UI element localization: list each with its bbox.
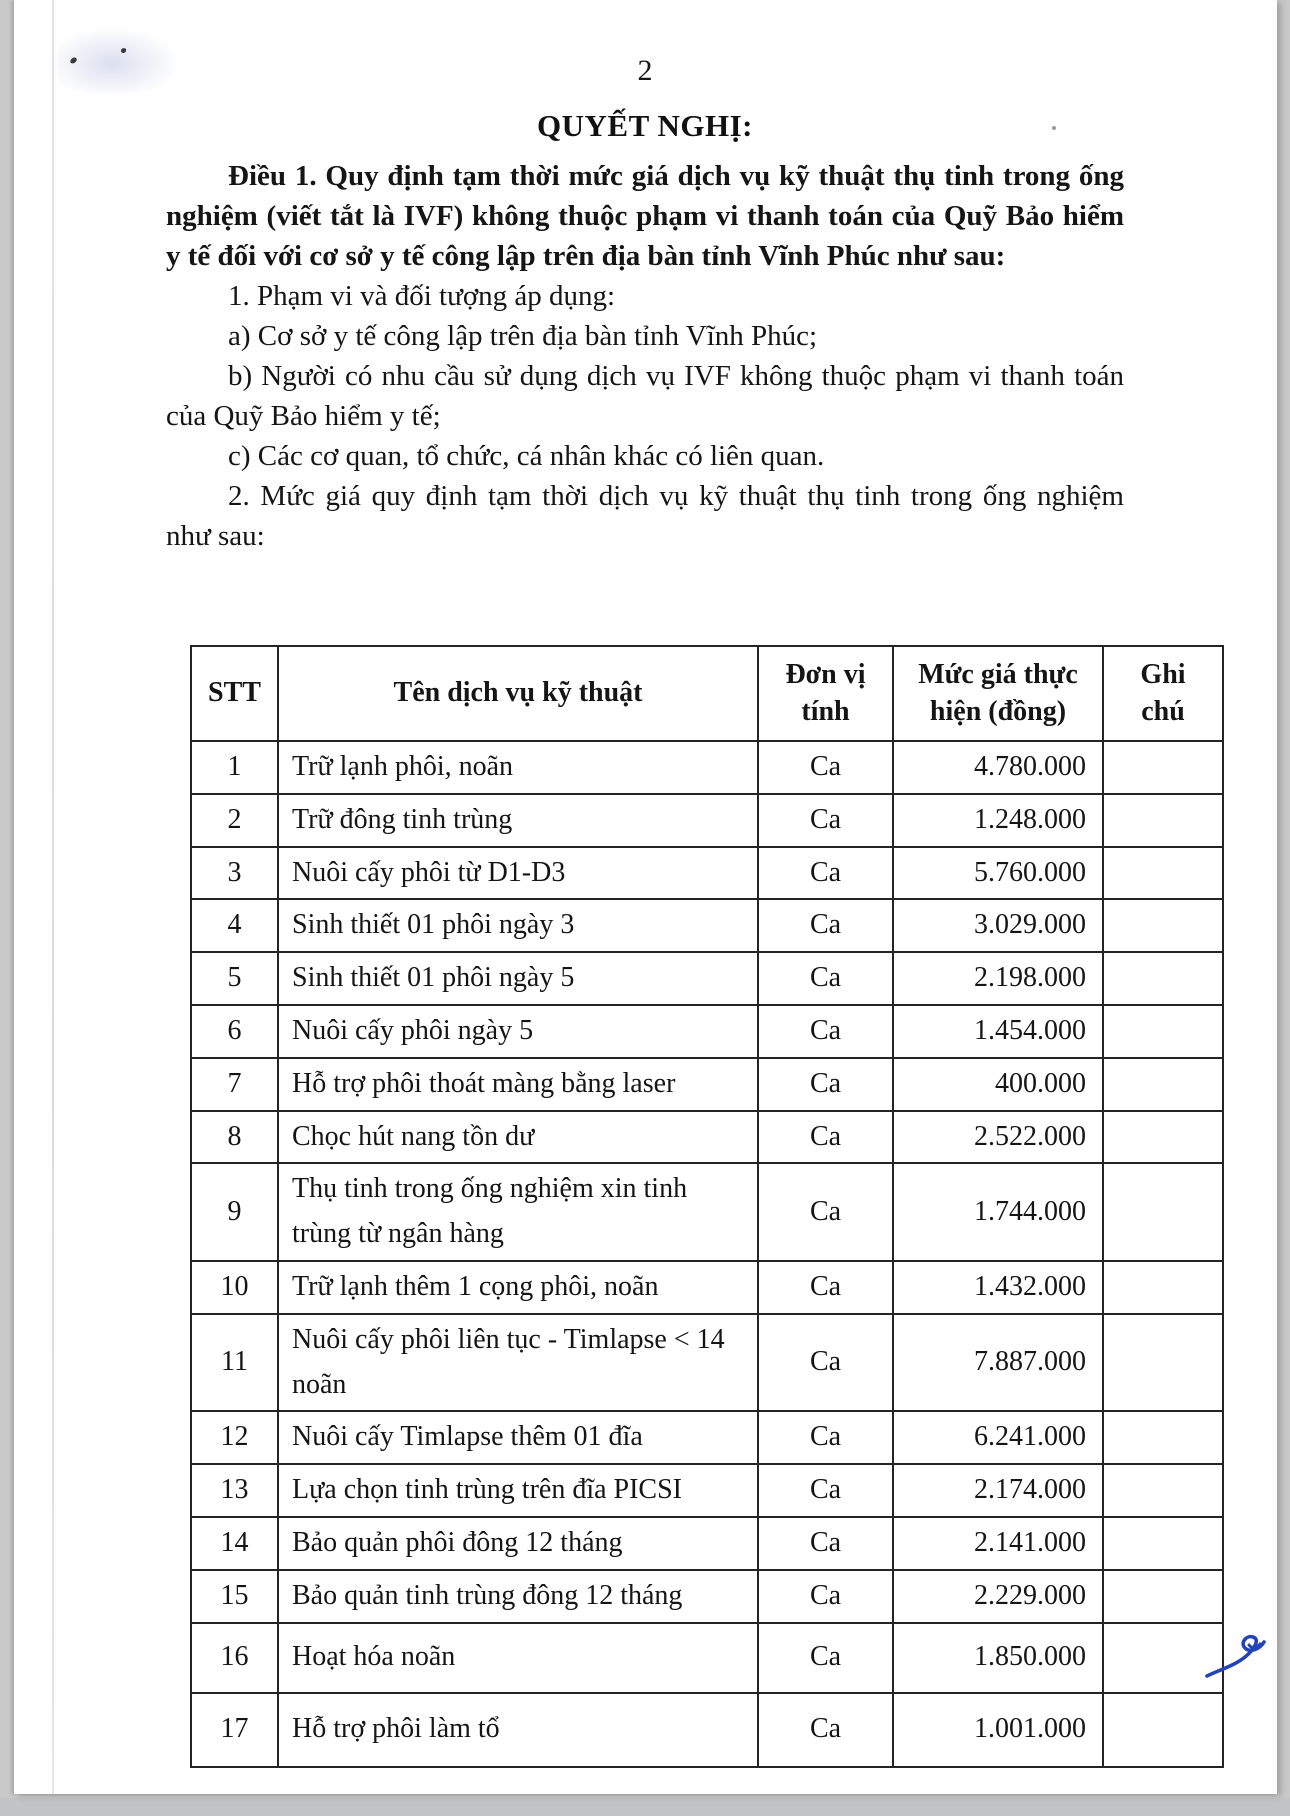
cell-price: 2.229.000 [893, 1570, 1103, 1623]
cell-unit: Ca [758, 1111, 893, 1164]
table-row [191, 899, 1223, 952]
cell-price: 1.850.000 [893, 1623, 1103, 1693]
cell-note [1103, 1163, 1223, 1261]
cell-note [1103, 1464, 1223, 1517]
cell-note [1103, 1570, 1223, 1623]
page-number: 2 [637, 54, 653, 87]
cell-stt: 4 [191, 899, 278, 952]
cell-name: Trữ đông tinh trùng [278, 794, 758, 847]
cell-name: Thụ tinh trong ống nghiệm xin tinh trùng từ ngân hàng [278, 1163, 758, 1261]
header-cell-name: Tên dịch vụ kỹ thuật [278, 646, 758, 741]
cell-price: 400.000 [893, 1058, 1103, 1111]
cell-unit: Ca [758, 1314, 893, 1412]
cell-stt: 1 [191, 741, 278, 794]
cell-stt: 11 [191, 1314, 278, 1412]
table-row [191, 1111, 1223, 1164]
cell-note [1103, 899, 1223, 952]
cell-name: Nuôi cấy phôi ngày 5 [278, 1005, 758, 1058]
cell-price: 6.241.000 [893, 1411, 1103, 1464]
cell-name: Hoạt hóa noãn [278, 1623, 758, 1693]
table-row [191, 847, 1223, 900]
cell-price: 2.141.000 [893, 1517, 1103, 1570]
cell-stt: 16 [191, 1623, 278, 1693]
cell-note [1103, 952, 1223, 1005]
table-row [191, 1005, 1223, 1058]
table-row [191, 741, 1223, 794]
cell-name: Bảo quản tinh trùng đông 12 tháng [278, 1570, 758, 1623]
table-row [191, 1623, 1223, 1693]
price-table-body [191, 741, 1223, 1767]
cell-price: 7.887.000 [893, 1314, 1103, 1412]
paragraph-dieu-1: Điều 1. Quy định tạm thời mức giá dịch vụ kỹ thuật thụ tinh trong ống nghiệm (viết tắt là IVF) không thuộc phạm vi thanh toán của Quỹ Bảo hiểm y tế đối với cơ sở y tế công lập trên địa bàn tỉnh Vĩnh Phúc như sau: [166, 160, 1124, 272]
cell-stt: 6 [191, 1005, 278, 1058]
cell-name: Hỗ trợ phôi làm tổ [278, 1693, 758, 1767]
cell-unit: Ca [758, 1517, 893, 1570]
table-row [191, 794, 1223, 847]
cell-price: 2.174.000 [893, 1464, 1103, 1517]
cell-stt: 17 [191, 1693, 278, 1767]
cell-unit: Ca [758, 1163, 893, 1261]
cell-stt: 3 [191, 847, 278, 900]
cell-price: 1.001.000 [893, 1693, 1103, 1767]
document-title: QUYẾT NGHỊ: [537, 108, 753, 143]
paragraph-item-1a: a) Cơ sở y tế công lập trên địa bàn tỉnh Vĩnh Phúc; [228, 320, 818, 352]
scan-fold-line [52, 0, 54, 1794]
cell-unit: Ca [758, 1261, 893, 1314]
header-cell-note: Ghi chú [1103, 646, 1223, 741]
cell-unit: Ca [758, 741, 893, 794]
cell-name: Bảo quản phôi đông 12 tháng [278, 1517, 758, 1570]
cell-name: Lựa chọn tinh trùng trên đĩa PICSI [278, 1464, 758, 1517]
cell-price: 4.780.000 [893, 741, 1103, 794]
cell-name: Nuôi cấy phôi từ D1-D3 [278, 847, 758, 900]
table-row [191, 1163, 1223, 1261]
table-row [191, 1517, 1223, 1570]
cell-price: 2.198.000 [893, 952, 1103, 1005]
cell-note [1103, 847, 1223, 900]
paragraph-item-1: 1. Phạm vi và đối tượng áp dụng: [228, 280, 616, 312]
cell-unit: Ca [758, 1570, 893, 1623]
cell-name: Nuôi cấy phôi liên tục - Timlapse < 14 noãn [278, 1314, 758, 1412]
cell-name: Sinh thiết 01 phôi ngày 3 [278, 899, 758, 952]
cell-note [1103, 1411, 1223, 1464]
cell-note [1103, 1261, 1223, 1314]
cell-price: 2.522.000 [893, 1111, 1103, 1164]
cell-note [1103, 1693, 1223, 1767]
table-row [191, 1693, 1223, 1767]
cell-price: 1.744.000 [893, 1163, 1103, 1261]
cell-stt: 7 [191, 1058, 278, 1111]
paragraph-item-1b: b) Người có nhu cầu sử dụng dịch vụ IVF không thuộc phạm vi thanh toán của Quỹ Bảo hiểm y tế; [166, 360, 1124, 432]
cell-stt: 5 [191, 952, 278, 1005]
cell-unit: Ca [758, 1693, 893, 1767]
cell-unit: Ca [758, 1623, 893, 1693]
cell-price: 3.029.000 [893, 899, 1103, 952]
cell-unit: Ca [758, 1005, 893, 1058]
table-row [191, 1570, 1223, 1623]
table-row [191, 1411, 1223, 1464]
cell-note [1103, 794, 1223, 847]
signature-mark [1202, 1632, 1274, 1684]
price-table [190, 645, 1224, 1768]
cell-price: 1.248.000 [893, 794, 1103, 847]
cell-note [1103, 1517, 1223, 1570]
paragraph-item-2: 2. Mức giá quy định tạm thời dịch vụ kỹ thuật thụ tinh trong ống nghiệm như sau: [166, 480, 1124, 552]
document-body-text [166, 156, 1124, 556]
cell-unit: Ca [758, 899, 893, 952]
cell-name: Chọc hút nang tồn dư [278, 1111, 758, 1164]
table-row [191, 1058, 1223, 1111]
cell-stt: 13 [191, 1464, 278, 1517]
cell-name: Trữ lạnh phôi, noãn [278, 741, 758, 794]
cell-unit: Ca [758, 794, 893, 847]
cell-unit: Ca [758, 1058, 893, 1111]
cell-price: 1.454.000 [893, 1005, 1103, 1058]
cell-name: Sinh thiết 01 phôi ngày 5 [278, 952, 758, 1005]
table-row [191, 1464, 1223, 1517]
price-table-header-row [191, 646, 1223, 741]
cell-name: Trữ lạnh thêm 1 cọng phôi, noãn [278, 1261, 758, 1314]
cell-unit: Ca [758, 952, 893, 1005]
header-cell-stt: STT [191, 646, 278, 741]
document-page [14, 0, 1277, 1794]
cell-note [1103, 1005, 1223, 1058]
paragraph-item-1c: c) Các cơ quan, tổ chức, cá nhân khác có liên quan. [228, 440, 825, 472]
cell-note [1103, 1314, 1223, 1412]
cell-stt: 8 [191, 1111, 278, 1164]
cell-unit: Ca [758, 1464, 893, 1517]
cell-name: Hỗ trợ phôi thoát màng bằng laser [278, 1058, 758, 1111]
header-cell-unit: Đơn vị tính [758, 646, 893, 741]
cell-price: 5.760.000 [893, 847, 1103, 900]
table-row [191, 1261, 1223, 1314]
cell-note [1103, 1111, 1223, 1164]
cell-stt: 12 [191, 1411, 278, 1464]
cell-stt: 14 [191, 1517, 278, 1570]
cell-unit: Ca [758, 1411, 893, 1464]
cell-stt: 10 [191, 1261, 278, 1314]
table-row [191, 952, 1223, 1005]
cell-note [1103, 741, 1223, 794]
cell-stt: 15 [191, 1570, 278, 1623]
table-row [191, 1314, 1223, 1412]
cell-price: 1.432.000 [893, 1261, 1103, 1314]
cell-unit: Ca [758, 847, 893, 900]
header-cell-price: Mức giá thực hiện (đồng) [893, 646, 1103, 741]
cell-stt: 2 [191, 794, 278, 847]
cell-note [1103, 1058, 1223, 1111]
cell-name: Nuôi cấy Timlapse thêm 01 đĩa [278, 1411, 758, 1464]
cell-stt: 9 [191, 1163, 278, 1261]
